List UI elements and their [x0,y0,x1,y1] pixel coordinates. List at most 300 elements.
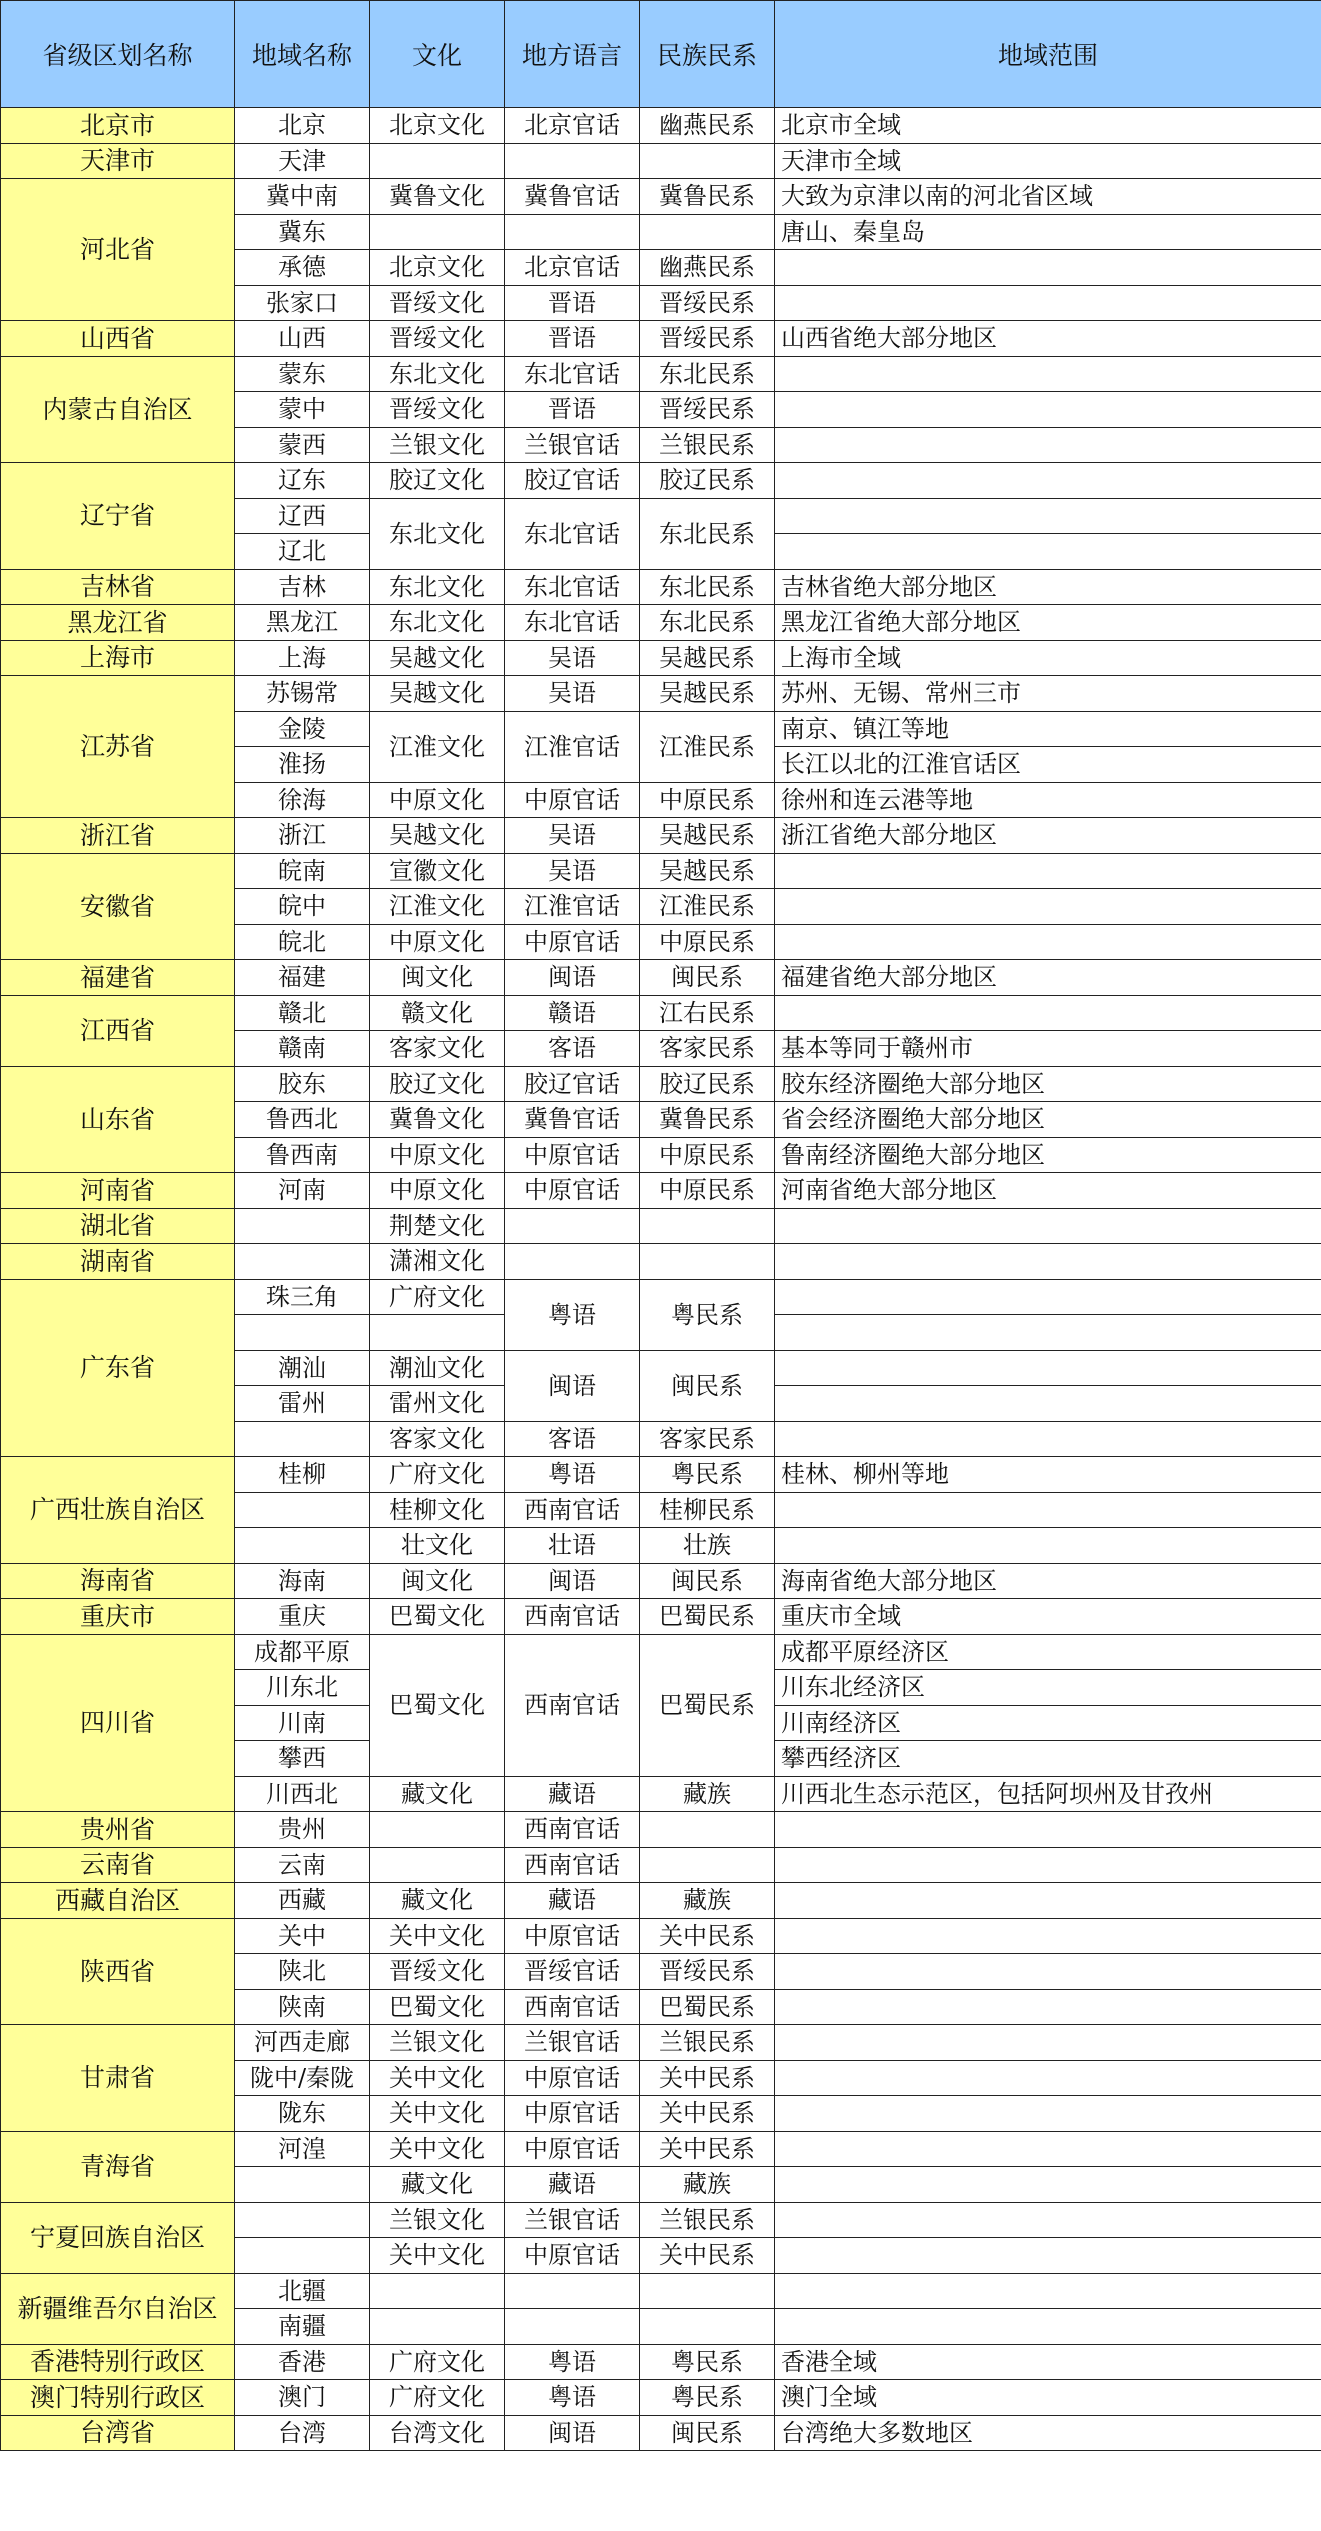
province-cell: 山东省 [1,1066,235,1173]
scope-cell [775,1492,1321,1528]
scope-cell: 省会经济圈绝大部分地区 [775,1102,1321,1138]
culture-cell: 藏文化 [370,1883,505,1919]
province-cell: 山西省 [1,321,235,357]
ethnic-cell: 胶辽民系 [640,1066,775,1102]
language-cell: 西南官话 [505,1599,640,1635]
scope-cell [775,1918,1321,1954]
header-language: 地方语言 [505,1,640,108]
scope-cell [775,356,1321,392]
region-cell: 南疆 [235,2309,370,2345]
language-cell: 中原官话 [505,2238,640,2274]
language-cell: 中原官话 [505,1173,640,1209]
table-row [1,1457,1321,1493]
scope-cell: 基本等同于赣州市 [775,1031,1321,1067]
culture-cell: 江淮文化 [370,711,505,782]
table-row [1,1244,1321,1280]
scope-cell: 南京、镇江等地 [775,711,1321,747]
language-cell: 晋语 [505,285,640,321]
province-cell: 广西壮族自治区 [1,1457,235,1564]
region-cell: 北疆 [235,2273,370,2309]
region-cell: 攀西 [235,1741,370,1777]
culture-cell: 江淮文化 [370,889,505,925]
table-row [1,2344,1321,2380]
culture-cell: 潮汕文化 [370,1350,505,1386]
culture-cell [370,1315,505,1351]
table-row [1,676,1321,712]
header-region: 地域名称 [235,1,370,108]
language-cell: 中原官话 [505,782,640,818]
header-culture: 文化 [370,1,505,108]
region-cell: 金陵 [235,711,370,747]
region-cell: 陕北 [235,1954,370,1990]
ethnic-cell: 粤民系 [640,1279,775,1350]
ethnic-cell: 晋绥民系 [640,392,775,428]
ethnic-cell: 壮族 [640,1528,775,1564]
ethnic-cell: 冀鲁民系 [640,179,775,215]
province-cell: 内蒙古自治区 [1,356,235,463]
region-cell: 关中 [235,1918,370,1954]
language-cell: 中原官话 [505,2060,640,2096]
language-cell [505,2309,640,2345]
ethnic-cell: 晋绥民系 [640,1954,775,1990]
table-row [1,1599,1321,1635]
ethnic-cell: 兰银民系 [640,2025,775,2061]
language-cell: 闽语 [505,2415,640,2451]
culture-cell: 中原文化 [370,1173,505,1209]
language-cell: 吴语 [505,818,640,854]
language-cell [505,214,640,250]
table-row [1,2273,1321,2309]
ethnic-cell [640,1208,775,1244]
culture-cell: 关中文化 [370,2238,505,2274]
culture-cell: 晋绥文化 [370,392,505,428]
ethnic-cell: 冀鲁民系 [640,1102,775,1138]
region-cell: 海南 [235,1563,370,1599]
scope-cell [775,392,1321,428]
region-cell: 河湟 [235,2131,370,2167]
ethnic-cell [640,1847,775,1883]
language-cell: 西南官话 [505,1989,640,2025]
language-cell: 西南官话 [505,1847,640,1883]
table-row [1,2415,1321,2451]
scope-cell [775,2025,1321,2061]
scope-cell [775,2167,1321,2203]
scope-cell: 黑龙江省绝大部分地区 [775,605,1321,641]
language-cell: 中原官话 [505,2131,640,2167]
language-cell: 粤语 [505,2380,640,2416]
ethnic-cell: 巴蜀民系 [640,1599,775,1635]
region-cell: 浙江 [235,818,370,854]
region-cell: 澳门 [235,2380,370,2416]
province-cell: 青海省 [1,2131,235,2202]
region-cell: 贵州 [235,1812,370,1848]
region-cell: 胶东 [235,1066,370,1102]
ethnic-cell: 中原民系 [640,1137,775,1173]
ethnic-cell: 胶辽民系 [640,463,775,499]
scope-cell: 重庆市全域 [775,1599,1321,1635]
region-cell: 辽东 [235,463,370,499]
ethnic-cell: 关中民系 [640,2096,775,2132]
ethnic-cell: 中原民系 [640,782,775,818]
scope-cell: 鲁南经济圈绝大部分地区 [775,1137,1321,1173]
scope-cell [775,1989,1321,2025]
province-cell: 福建省 [1,960,235,996]
scope-cell: 川西北生态示范区，包括阿坝州及甘孜州 [775,1776,1321,1812]
ethnic-cell [640,143,775,179]
region-cell: 桂柳 [235,1457,370,1493]
region-cell [235,1528,370,1564]
scope-cell: 天津市全域 [775,143,1321,179]
culture-cell: 关中文化 [370,2060,505,2096]
scope-cell [775,1279,1321,1315]
scope-cell [775,1812,1321,1848]
language-cell [505,2273,640,2309]
table-row [1,1563,1321,1599]
scope-cell [775,924,1321,960]
ethnic-cell: 关中民系 [640,1918,775,1954]
province-cell: 江西省 [1,995,235,1066]
language-cell [505,143,640,179]
ethnic-cell: 粤民系 [640,2380,775,2416]
region-cell: 皖中 [235,889,370,925]
ethnic-cell: 关中民系 [640,2060,775,2096]
language-cell: 赣语 [505,995,640,1031]
ethnic-cell [640,1812,775,1848]
language-cell: 西南官话 [505,1634,640,1776]
language-cell: 中原官话 [505,1137,640,1173]
scope-cell [775,2309,1321,2345]
province-cell: 北京市 [1,108,235,144]
table-row [1,605,1321,641]
table-row [1,853,1321,889]
culture-cell: 东北文化 [370,569,505,605]
table-row [1,818,1321,854]
culture-cell [370,143,505,179]
region-cell: 山西 [235,321,370,357]
scope-cell [775,889,1321,925]
culture-cell: 冀鲁文化 [370,179,505,215]
scope-cell: 成都平原经济区 [775,1634,1321,1670]
language-cell: 冀鲁官话 [505,1102,640,1138]
language-cell: 东北官话 [505,356,640,392]
region-cell: 河南 [235,1173,370,1209]
scope-cell [775,1954,1321,1990]
ethnic-cell: 吴越民系 [640,853,775,889]
table-row [1,2202,1321,2238]
region-cell: 吉林 [235,569,370,605]
scope-cell: 海南省绝大部分地区 [775,1563,1321,1599]
language-cell: 粤语 [505,1457,640,1493]
culture-cell: 吴越文化 [370,676,505,712]
language-cell: 吴语 [505,853,640,889]
region-cell: 承德 [235,250,370,286]
region-cell: 重庆 [235,1599,370,1635]
region-cell [235,1208,370,1244]
ethnic-cell: 东北民系 [640,605,775,641]
culture-cell: 东北文化 [370,498,505,569]
culture-cell [370,214,505,250]
scope-cell: 唐山、秦皇岛 [775,214,1321,250]
table-row [1,569,1321,605]
region-cell [235,1315,370,1351]
culture-cell: 晋绥文化 [370,321,505,357]
language-cell: 晋语 [505,321,640,357]
region-cell: 淮扬 [235,747,370,783]
table-row [1,2131,1321,2167]
culture-cell: 关中文化 [370,1918,505,1954]
language-cell: 壮语 [505,1528,640,1564]
table-row [1,463,1321,499]
culture-cell: 客家文化 [370,1421,505,1457]
language-cell: 西南官话 [505,1812,640,1848]
culture-cell [370,1847,505,1883]
scope-cell [775,2238,1321,2274]
table-row [1,1066,1321,1102]
region-cell [235,2202,370,2238]
region-cell: 云南 [235,1847,370,1883]
province-cell: 安徽省 [1,853,235,960]
language-cell: 吴语 [505,640,640,676]
region-cell: 陕南 [235,1989,370,2025]
language-cell: 东北官话 [505,605,640,641]
ethnic-cell: 东北民系 [640,356,775,392]
scope-cell: 北京市全域 [775,108,1321,144]
scope-cell [775,2096,1321,2132]
province-cell: 四川省 [1,1634,235,1812]
province-cell: 澳门特别行政区 [1,2380,235,2416]
language-cell: 江淮官话 [505,889,640,925]
scope-cell [775,427,1321,463]
region-cell: 台湾 [235,2415,370,2451]
language-cell: 藏语 [505,1883,640,1919]
ethnic-cell: 粤民系 [640,1457,775,1493]
culture-cell: 桂柳文化 [370,1492,505,1528]
region-cell: 潮汕 [235,1350,370,1386]
language-cell: 兰银官话 [505,427,640,463]
scope-cell [775,285,1321,321]
scope-cell [775,1528,1321,1564]
language-cell: 粤语 [505,1279,640,1350]
province-cell: 海南省 [1,1563,235,1599]
culture-cell: 荆楚文化 [370,1208,505,1244]
scope-cell [775,2060,1321,2096]
scope-cell: 福建省绝大部分地区 [775,960,1321,996]
language-cell: 胶辽官话 [505,1066,640,1102]
language-cell: 客语 [505,1421,640,1457]
scope-cell [775,1386,1321,1422]
culture-cell: 东北文化 [370,605,505,641]
province-cell: 新疆维吾尔自治区 [1,2273,235,2344]
culture-cell: 巴蜀文化 [370,1599,505,1635]
language-cell: 兰银官话 [505,2202,640,2238]
region-cell: 珠三角 [235,1279,370,1315]
language-cell [505,1244,640,1280]
scope-cell [775,250,1321,286]
province-cell: 重庆市 [1,1599,235,1635]
ethnic-cell [640,1244,775,1280]
culture-cell: 广府文化 [370,2380,505,2416]
table-row [1,1634,1321,1670]
ethnic-cell: 粤民系 [640,2344,775,2380]
ethnic-cell: 中原民系 [640,1173,775,1209]
culture-cell: 巴蜀文化 [370,1989,505,2025]
province-cell: 甘肃省 [1,2025,235,2132]
scope-cell: 香港全域 [775,2344,1321,2380]
ethnic-cell: 东北民系 [640,498,775,569]
region-cell: 雷州 [235,1386,370,1422]
province-cell: 香港特别行政区 [1,2344,235,2380]
culture-cell: 赣文化 [370,995,505,1031]
ethnic-cell [640,2273,775,2309]
ethnic-cell: 中原民系 [640,924,775,960]
language-cell: 东北官话 [505,498,640,569]
ethnic-cell: 闽民系 [640,1350,775,1421]
region-cell: 香港 [235,2344,370,2380]
ethnic-cell: 桂柳民系 [640,1492,775,1528]
culture-cell: 宣徽文化 [370,853,505,889]
culture-cell: 吴越文化 [370,818,505,854]
scope-cell: 攀西经济区 [775,1741,1321,1777]
language-cell: 冀鲁官话 [505,179,640,215]
culture-cell: 广府文化 [370,1279,505,1315]
province-cell: 河南省 [1,1173,235,1209]
language-cell: 中原官话 [505,2096,640,2132]
culture-cell: 吴越文化 [370,640,505,676]
scope-cell: 澳门全域 [775,2380,1321,2416]
culture-cell: 中原文化 [370,782,505,818]
culture-cell [370,1812,505,1848]
language-cell: 晋绥官话 [505,1954,640,1990]
region-cell: 冀中南 [235,179,370,215]
ethnic-cell [640,214,775,250]
culture-cell: 壮文化 [370,1528,505,1564]
ethnic-cell: 江淮民系 [640,889,775,925]
ethnic-cell: 晋绥民系 [640,321,775,357]
culture-cell: 潇湘文化 [370,1244,505,1280]
table-row [1,1918,1321,1954]
region-cell: 天津 [235,143,370,179]
culture-cell: 晋绥文化 [370,285,505,321]
culture-cell: 关中文化 [370,2096,505,2132]
language-cell: 藏语 [505,1776,640,1812]
scope-cell [775,1883,1321,1919]
culture-cell: 冀鲁文化 [370,1102,505,1138]
ethnic-cell [640,2309,775,2345]
table-row [1,2380,1321,2416]
language-cell: 晋语 [505,392,640,428]
region-cell: 皖北 [235,924,370,960]
region-cell: 黑龙江 [235,605,370,641]
scope-cell [775,1421,1321,1457]
language-cell: 兰银官话 [505,2025,640,2061]
culture-cell: 东北文化 [370,356,505,392]
region-cell: 冀东 [235,214,370,250]
culture-cell: 广府文化 [370,2344,505,2380]
scope-cell [775,463,1321,499]
culture-cell: 闽文化 [370,1563,505,1599]
table-row [1,108,1321,144]
province-cell: 陕西省 [1,1918,235,2025]
ethnic-cell: 幽燕民系 [640,108,775,144]
culture-cell: 胶辽文化 [370,1066,505,1102]
ethnic-cell: 客家民系 [640,1031,775,1067]
culture-cell: 兰银文化 [370,427,505,463]
scope-cell [775,2131,1321,2167]
language-cell: 闽语 [505,1563,640,1599]
province-cell: 宁夏回族自治区 [1,2202,235,2273]
culture-cell: 北京文化 [370,108,505,144]
scope-cell: 川东北经济区 [775,1670,1321,1706]
scope-cell: 大致为京津以南的河北省区域 [775,179,1321,215]
scope-cell: 胶东经济圈绝大部分地区 [775,1066,1321,1102]
culture-cell: 北京文化 [370,250,505,286]
province-cell: 辽宁省 [1,463,235,570]
region-cell: 蒙东 [235,356,370,392]
ethnic-cell: 巴蜀民系 [640,1634,775,1776]
scope-cell [775,2202,1321,2238]
region-cell: 赣南 [235,1031,370,1067]
scope-cell: 河南省绝大部分地区 [775,1173,1321,1209]
scope-cell [775,1315,1321,1351]
ethnic-cell: 藏族 [640,2167,775,2203]
scope-cell: 吉林省绝大部分地区 [775,569,1321,605]
region-cell [235,2238,370,2274]
language-cell: 藏语 [505,2167,640,2203]
header-ethnic: 民族民系 [640,1,775,108]
header-scope: 地域范围 [775,1,1321,108]
region-cell: 上海 [235,640,370,676]
region-cell: 鲁西南 [235,1137,370,1173]
province-cell: 湖北省 [1,1208,235,1244]
ethnic-cell: 吴越民系 [640,818,775,854]
culture-cell: 中原文化 [370,1137,505,1173]
language-cell: 北京官话 [505,250,640,286]
culture-cell [370,2273,505,2309]
table-row [1,1279,1321,1315]
table-row [1,321,1321,357]
ethnic-cell: 闽民系 [640,1563,775,1599]
language-cell: 中原官话 [505,1918,640,1954]
province-cell: 浙江省 [1,818,235,854]
region-cell: 陇中/秦陇 [235,2060,370,2096]
region-cell: 河西走廊 [235,2025,370,2061]
scope-cell [775,1208,1321,1244]
scope-cell [775,498,1321,534]
region-cell: 皖南 [235,853,370,889]
region-cell: 辽北 [235,534,370,570]
scope-cell: 山西省绝大部分地区 [775,321,1321,357]
ethnic-cell: 关中民系 [640,2238,775,2274]
region-cell: 张家口 [235,285,370,321]
scope-cell [775,995,1321,1031]
province-cell: 西藏自治区 [1,1883,235,1919]
culture-cell: 中原文化 [370,924,505,960]
province-cell: 贵州省 [1,1812,235,1848]
table-row [1,1883,1321,1919]
header-province: 省级区划名称 [1,1,235,108]
ethnic-cell: 吴越民系 [640,640,775,676]
scope-cell: 长江以北的江淮官话区 [775,747,1321,783]
table-row [1,1208,1321,1244]
region-cell: 成都平原 [235,1634,370,1670]
region-cell: 西藏 [235,1883,370,1919]
language-cell: 胶辽官话 [505,463,640,499]
scope-cell [775,853,1321,889]
province-cell: 吉林省 [1,569,235,605]
scope-cell [775,2273,1321,2309]
province-cell: 河北省 [1,179,235,321]
scope-cell: 苏州、无锡、常州三市 [775,676,1321,712]
